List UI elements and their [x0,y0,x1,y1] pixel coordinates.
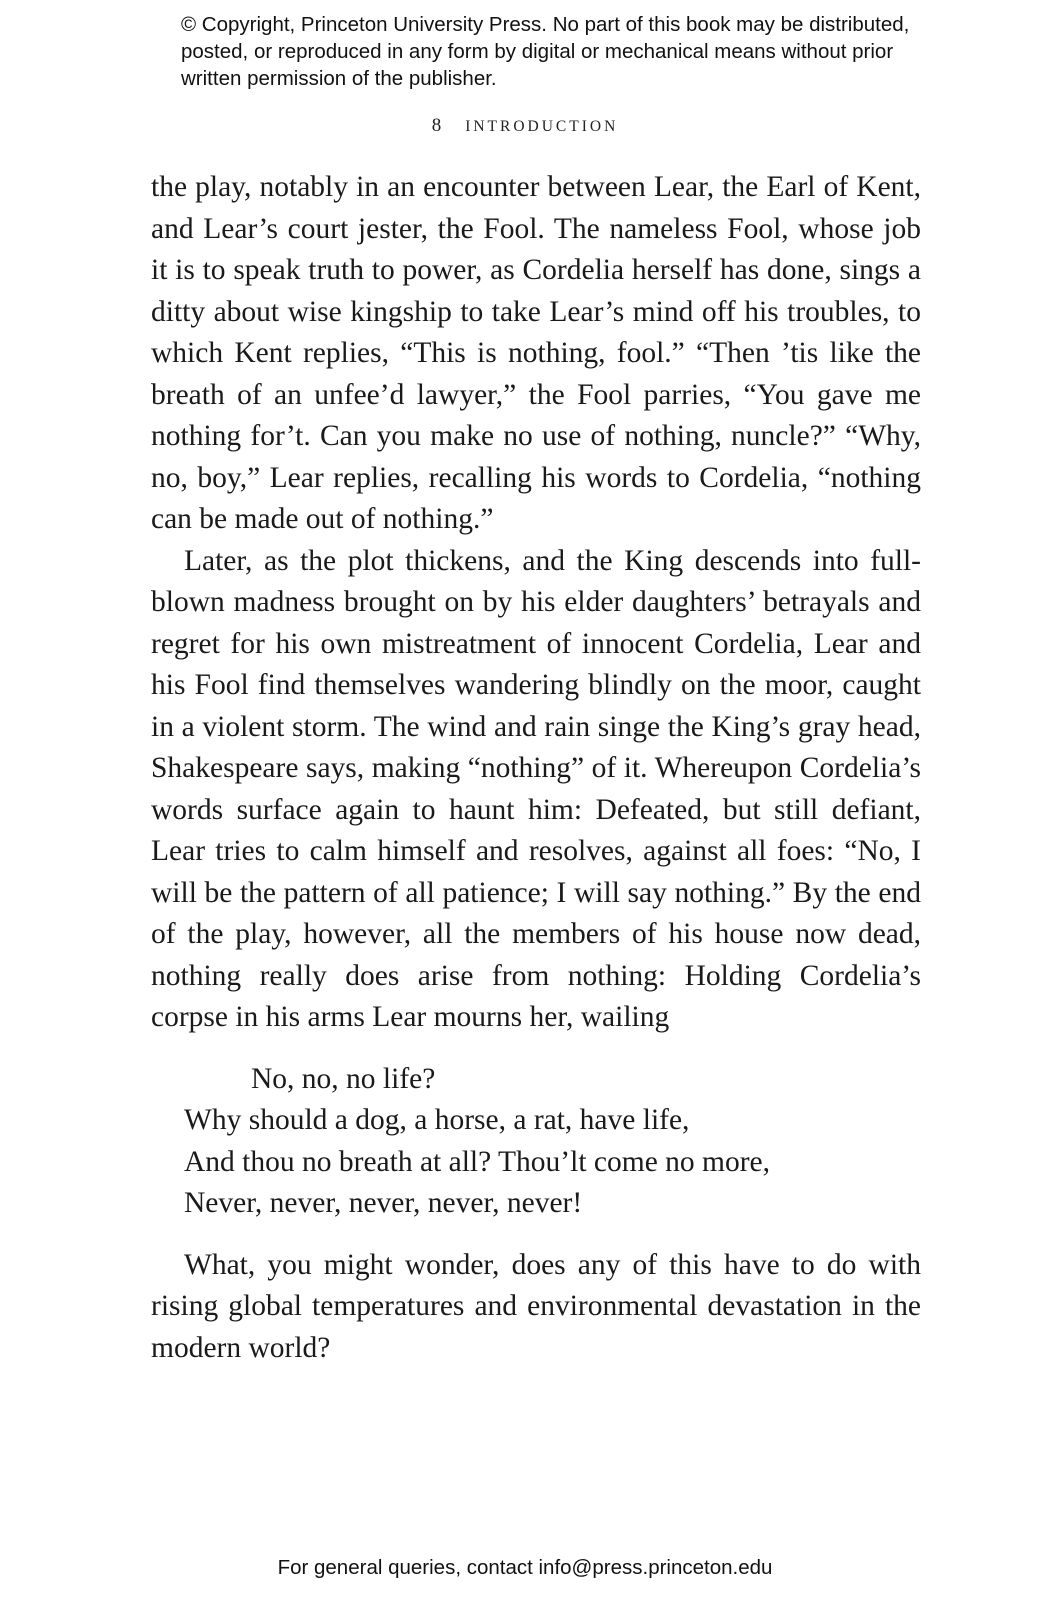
verse-line: And thou no breath at all? Thou’lt come no more, [184,1145,771,1178]
running-head [0,115,1050,137]
copyright-notice: © Copyright, Princeton University Press. No part of this book may be distributed, posted, or reproduced in any form by digital or mechanical means without prior written permission of the publisher. [181,13,910,90]
verse-line: Why should a dog, a horse, a rat, have life, [184,1104,690,1136]
verse-line: No, no, no life? [251,1062,436,1095]
paragraph-2: Later, as the plot thickens, and the King descends into full-blown madness brought on by his elder daughters’ betrayals and regret for his own mistreatment of innocent Cordelia, Lear and his Fool find themselves wandering blindly on the moor, caught in a violent storm. The wind and rain singe the King’s gray head, Shakespeare says, making “nothing” of it. Whereupon Cordelia’s words surface again to haunt him: Defeated, but still defiant, Lear tries to calm himself and resolves, against all foes: “No, I will be the pattern of all patience; I will say nothing.” By the end of the play, however, all the members of his house now dead, nothing really does arise from nothing: Holding Cordelia’s corpse in his arms Lear mourns her, wailing [151,544,921,1033]
paragraph-3: What, you might wonder, does any of this have to do with rising global temperatures and environmental devastation in the modern world? [151,1248,921,1364]
verse-quote [184,1059,921,1225]
section-title: INTRODUCTION [465,118,619,135]
body-text [151,167,921,1369]
paragraph-1: the play, notably in an encounter between Lear, the Earl of Kent, and Lear’s court jester, the Fool. The nameless Fool, whose job it is to speak truth to power, as Cordelia herself has done, sings a ditty about wise kingship to take Lear’s mind off his troubles, to which Kent replies, “This is nothing, fool.” “Then ’tis like the breath of an unfee’d lawyer,” the Fool parries, “You gave me nothing for’t. Can you make no use of nothing, nuncle?” “Why, no, boy,” Lear replies, recalling his words to Cordelia, “nothing can be made out of nothing.” [151,171,921,535]
footer-contact: For general queries, contact info@press.princeton.edu [277,1556,773,1579]
verse-line: Never, never, never, never, never! [184,1187,583,1219]
page-number: 8 [431,115,442,136]
